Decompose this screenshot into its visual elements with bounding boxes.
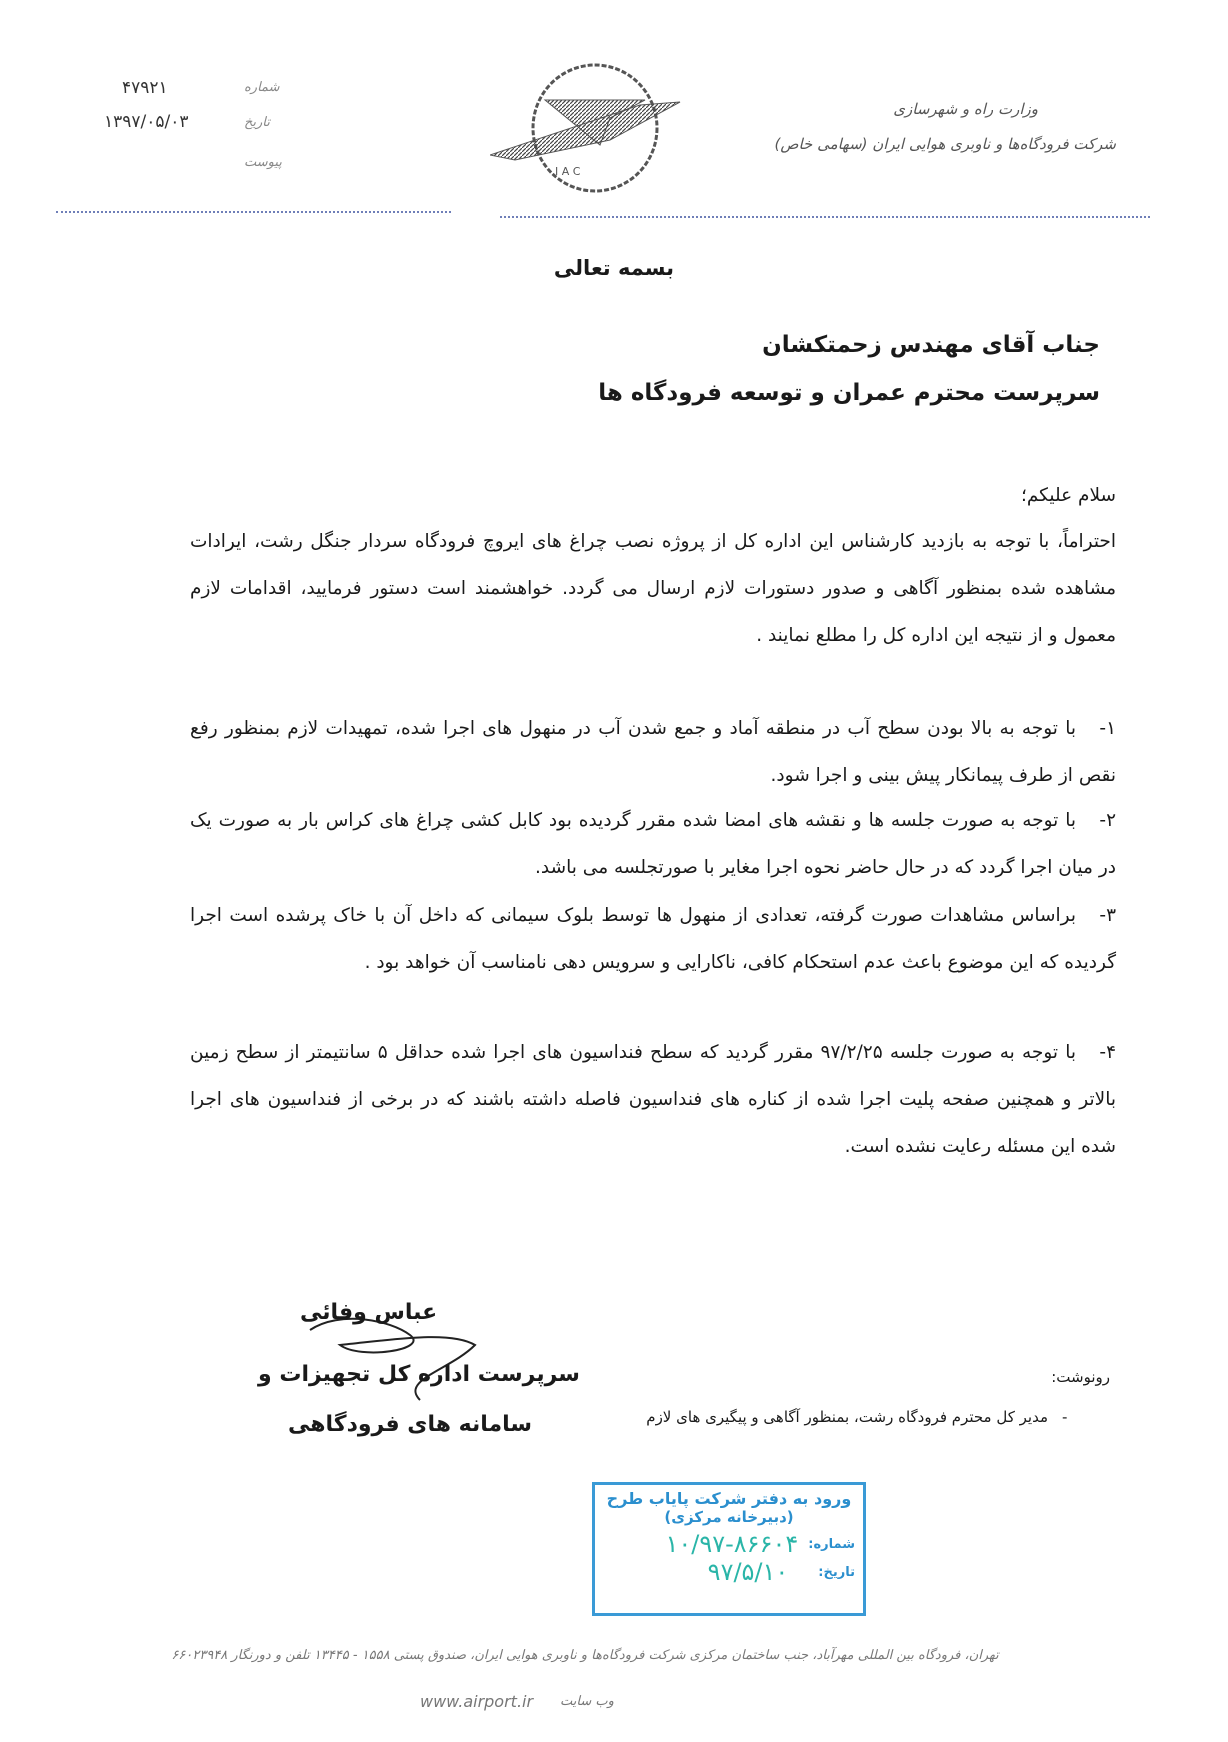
- number-label: شماره: [244, 80, 280, 95]
- stamp-date: ۹۷/۵/۱۰: [707, 1558, 789, 1586]
- item-text: براساس مشاهدات صورت گرفته، تعدادی از منهول ها توسط بلوک سیمانی که داخل آن با خاک پرشده است اجرا گردیده که این موضوع باعث عدم استحکام کافی، ناکارایی و سرویس دهی نامناسب آن خواهد بود .: [190, 905, 1116, 973]
- logo-letters: I A C: [555, 165, 581, 178]
- signatory-title-line1: سرپرست اداره کل تجهیزات و: [258, 1362, 580, 1387]
- stamp-number-label: شماره:: [808, 1536, 855, 1552]
- ministry-name: وزارت راه و شهرسازی: [893, 100, 1038, 118]
- stamp-subtitle: (دبیرخانه مرکزی): [664, 1508, 794, 1526]
- invocation: بسمه تعالی: [553, 256, 675, 280]
- list-item: [190, 797, 1116, 891]
- receipt-stamp: [592, 1482, 866, 1616]
- date-label: تاریخ: [244, 115, 270, 130]
- recipient-name: جناب آقای مهندس زحمتکشان: [762, 332, 1100, 358]
- cc-label: رونوشت:: [1051, 1368, 1110, 1386]
- letter-date: ۱۳۹۷/۰۵/۰۳: [104, 112, 189, 132]
- letter-number: ۴۷۹۲۱: [122, 78, 168, 98]
- signatory-name: عباس وفائی: [300, 1300, 438, 1325]
- signatory-title-line2: سامانه های فرودگاهی: [288, 1412, 532, 1437]
- cc-recipient: مدیر کل محترم فرودگاه رشت، بمنظور آگاهی و پیگیری های لازم: [646, 1408, 1048, 1426]
- item-number: ۲-: [1099, 810, 1116, 831]
- list-item: [190, 705, 1116, 799]
- item-number: ۱-: [1099, 718, 1116, 739]
- stamp-title: ورود به دفتر شرکت پایاب طرح: [606, 1489, 852, 1508]
- company-name: شرکت فرودگاه‌ها و ناوبری هوایی ایران (سهامی خاص): [774, 135, 1116, 153]
- item-text: با توجه به صورت جلسه ها و نقشه های امضا شده مقرر گردیده بود کابل کشی چراغ های کراس بار به صورت یک در میان اجرا گردد که در حال حاضر نحوه اجرا مغایر با صورتجلسه می باشد.: [190, 810, 1116, 878]
- stamp-date-label: تاریخ:: [818, 1564, 855, 1580]
- stamp-number: ۱۰/۹۷-۸۶۶۰۴: [665, 1530, 799, 1558]
- attachment-label: پیوست: [244, 155, 282, 170]
- item-number: ۴-: [1099, 1042, 1116, 1063]
- header-divider-left: [56, 211, 451, 213]
- header-divider-right: [500, 216, 1150, 218]
- item-text: با توجه به بالا بودن سطح آب در منطقه آماد و جمع شدن آب در منهول های اجرا شده، تمهیدات لازم بمنظور رفع نقص از طرف پیمانکار پیش بینی و اجرا شود.: [190, 718, 1116, 786]
- item-number: ۳-: [1099, 905, 1116, 926]
- item-text: با توجه به صورت جلسه ۹۷/۲/۲۵ مقرر گردید که سطح فنداسیون های اجرا شده حداقل ۵ سانتیمتر از سطح زمین بالاتر و همچنین صفحه پلیت اجرا شده از کناره های فنداسیون فاصله داشته باشند که در برخی از فنداسیون های اجرا شده این مسئله رعایت نشده است.: [190, 1042, 1116, 1157]
- footer-website[interactable]: www.airport.ir: [420, 1692, 534, 1711]
- greeting: سلام علیکم؛: [1020, 485, 1116, 506]
- list-item: [190, 892, 1116, 986]
- company-logo: [490, 60, 700, 195]
- cc-bullet: -: [1062, 1408, 1068, 1426]
- recipient-title: سرپرست محترم عمران و توسعه فرودگاه ها: [598, 380, 1100, 406]
- footer-address: تهران، فرودگاه بین المللی مهرآباد، جنب ساختمان مرکزی شرکت فرودگاه‌ها و ناوبری هوایی ایران، صندوق پستی ۱۵۵۸ - ۱۳۴۴۵ تلفن و دورنگار ۶۶۰۲۳۹۴۸: [171, 1648, 999, 1663]
- intro-paragraph: احتراماً، با توجه به بازدید کارشناس این اداره کل از پروژه نصب چراغ های ایروچ فرودگاه سردار جنگل رشت، ایرادات مشاهده شده بمنظور آگاهی و صدور دستورات لازم ارسال می گردد. خواهشمند است دستور فرمایید، اقدامات لازم معمول و از نتیجه این اداره کل را مطلع نمایند .: [190, 531, 1116, 646]
- list-item: [190, 1029, 1116, 1170]
- footer-website-label: وب سایت: [560, 1694, 614, 1709]
